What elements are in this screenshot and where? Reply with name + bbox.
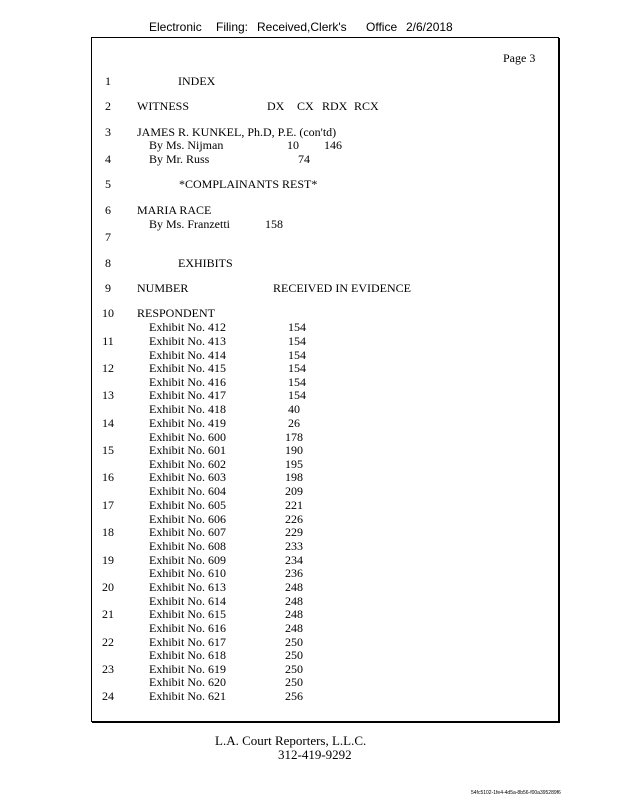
exhibit-page: 248	[285, 580, 303, 594]
cx-page: 74	[298, 152, 310, 166]
exhibit-page: 234	[285, 553, 303, 567]
exhibit-page: 250	[285, 675, 303, 689]
line-number: 10	[102, 306, 114, 320]
exhibit-page: 256	[285, 689, 303, 703]
examiner: By Mr. Russ	[149, 152, 210, 166]
line-number: 21	[102, 607, 114, 621]
exhibit-label: Exhibit No. 609	[149, 553, 226, 567]
line-number: 6	[105, 203, 111, 217]
filing-stamp-filing: Filing:	[216, 20, 249, 34]
line-number: 2	[105, 99, 111, 113]
exhibit-page: 178	[285, 430, 303, 444]
exhibit-label: Exhibit No. 607	[149, 525, 226, 539]
exhibit-page: 233	[285, 539, 303, 553]
line-number: 12	[102, 361, 114, 375]
page-number: Page 3	[503, 51, 536, 65]
exhibit-page: 154	[288, 348, 306, 362]
exhibit-label: Exhibit No. 412	[149, 320, 226, 334]
exhibit-label: Exhibit No. 419	[149, 416, 226, 430]
exhibit-label: Exhibit No. 602	[149, 457, 226, 471]
exhibit-page: 248	[285, 607, 303, 621]
line-number: 14	[102, 416, 114, 430]
exhibit-page: 221	[285, 498, 303, 512]
line-number: 17	[102, 498, 114, 512]
exhibit-page: 40	[288, 402, 300, 416]
exhibit-page: 154	[288, 361, 306, 375]
exhibit-label: Exhibit No. 605	[149, 498, 226, 512]
index-title: INDEX	[178, 74, 216, 88]
exhibit-label: Exhibit No. 606	[149, 512, 226, 526]
line-number: 9	[105, 281, 111, 295]
exhibit-page: 154	[288, 375, 306, 389]
filing-stamp-prefix: Electronic	[149, 20, 202, 34]
line-number: 23	[102, 662, 114, 676]
exhibit-label: Exhibit No. 600	[149, 430, 226, 444]
exhibits-title: EXHIBITS	[178, 256, 233, 270]
line-number: 3	[105, 125, 111, 139]
exhibit-label: Exhibit No. 417	[149, 388, 226, 402]
witness-name: MARIA RACE	[137, 203, 212, 217]
exhibit-label: Exhibit No. 614	[149, 594, 226, 608]
examiner: By Ms. Franzetti	[149, 217, 230, 231]
line-number: 18	[102, 525, 114, 539]
reporter-phone: 312-419-9292	[278, 747, 352, 762]
line-number: 20	[102, 580, 114, 594]
exhibit-page: 154	[288, 334, 306, 348]
exhibit-label: Exhibit No. 608	[149, 539, 226, 553]
exhibit-page: 248	[285, 594, 303, 608]
exhibit-page: 229	[285, 525, 303, 539]
exhibit-page: 250	[285, 648, 303, 662]
filing-stamp-office: Office	[366, 20, 398, 34]
exhibit-page: 226	[285, 512, 303, 526]
exhibit-label: Exhibit No. 418	[149, 402, 226, 416]
filing-stamp-received: Received,Clerk's	[257, 20, 347, 34]
exhibit-page: 250	[285, 662, 303, 676]
exhibit-label: Exhibit No. 619	[149, 662, 226, 676]
line-number: 16	[102, 470, 114, 484]
line-number: 8	[105, 256, 111, 270]
cx-page: 146	[324, 138, 342, 152]
exhibit-label: Exhibit No. 414	[149, 348, 226, 362]
dx-page: 10	[287, 138, 299, 152]
witness-header: WITNESS	[137, 99, 189, 113]
exhibit-page: 198	[285, 470, 303, 484]
exhibit-label: Exhibit No. 601	[149, 443, 226, 457]
party-label: RESPONDENT	[137, 306, 216, 320]
complainants-rest: *COMPLAINANTS REST*	[179, 177, 318, 191]
reporter-company: L.A. Court Reporters, L.L.C.	[215, 733, 367, 748]
rdx-header: RDX	[322, 99, 348, 113]
exhibit-label: Exhibit No. 603	[149, 470, 226, 484]
line-number: 24	[102, 689, 114, 703]
exhibit-page: 248	[285, 621, 303, 635]
exhibit-page: 209	[285, 484, 303, 498]
exhibit-page: 250	[285, 635, 303, 649]
exhibit-label: Exhibit No. 617	[149, 635, 226, 649]
line-number: 7	[105, 230, 111, 244]
exhibit-label: Exhibit No. 621	[149, 689, 226, 703]
exhibit-label: Exhibit No. 616	[149, 621, 226, 635]
witness-name: JAMES R. KUNKEL, Ph.D, P.E. (con'td)	[137, 125, 337, 139]
examiner: By Ms. Nijman	[149, 138, 224, 152]
exhibit-label: Exhibit No. 620	[149, 675, 226, 689]
line-number: 5	[105, 177, 111, 191]
exhibit-label: Exhibit No. 416	[149, 375, 226, 389]
exhibit-page: 154	[288, 388, 306, 402]
exhibit-label: Exhibit No. 604	[149, 484, 226, 498]
exhibit-page: 26	[288, 416, 300, 430]
number-header: NUMBER	[137, 281, 189, 295]
document-hash: 54fc5102-1fe4-4d5a-8b56-f00a395289f6	[471, 790, 561, 796]
rcx-header: RCX	[354, 99, 379, 113]
filing-stamp-date: 2/6/2018	[406, 20, 453, 34]
cx-header: CX	[297, 99, 314, 113]
dx-header: DX	[267, 99, 285, 113]
line-number: 11	[102, 334, 114, 348]
exhibit-label: Exhibit No. 615	[149, 607, 226, 621]
exhibit-label: Exhibit No. 413	[149, 334, 226, 348]
line-number: 1	[105, 74, 111, 88]
line-number: 13	[102, 388, 114, 402]
exhibit-label: Exhibit No. 415	[149, 361, 226, 375]
exhibit-page: 154	[288, 320, 306, 334]
exhibit-label: Exhibit No. 610	[149, 566, 226, 580]
exhibit-label: Exhibit No. 618	[149, 648, 226, 662]
line-number: 22	[102, 635, 114, 649]
exhibit-page: 195	[285, 457, 303, 471]
dx-page: 158	[265, 217, 283, 231]
exhibit-label: Exhibit No. 613	[149, 580, 226, 594]
line-number: 19	[102, 553, 114, 567]
line-number: 4	[105, 152, 111, 166]
exhibit-page: 190	[285, 443, 303, 457]
line-number: 15	[102, 443, 114, 457]
received-header: RECEIVED IN EVIDENCE	[273, 281, 411, 295]
exhibit-page: 236	[285, 566, 303, 580]
